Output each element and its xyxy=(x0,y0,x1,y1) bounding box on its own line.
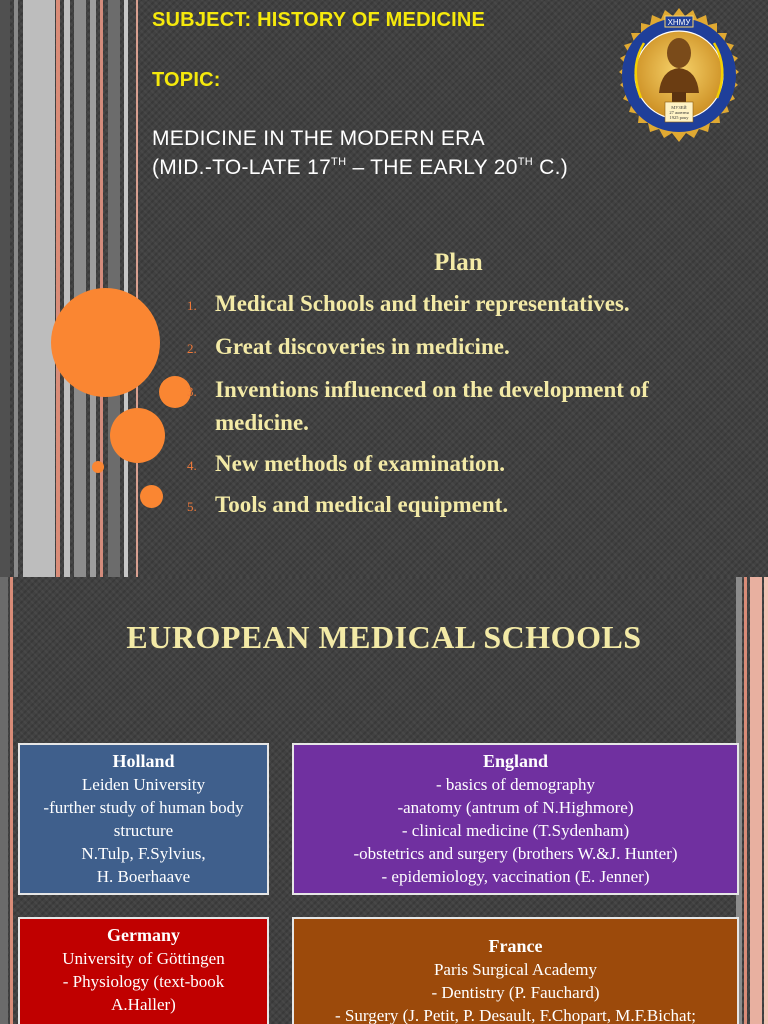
card-line: Paris Surgical Academy xyxy=(433,960,598,979)
school-card-holland xyxy=(18,743,269,895)
plan-item-text: Tools and medical equipment. xyxy=(215,492,509,517)
svg-text:МУЗЕЙ: МУЗЕЙ xyxy=(671,105,687,110)
card-line: - Physiology (text-book xyxy=(62,972,225,991)
card-line: A.Haller) xyxy=(111,995,176,1014)
plan-item-text: Medical Schools and their representatives. xyxy=(215,291,630,316)
topic-label: TOPIC: xyxy=(152,69,221,91)
plan-item xyxy=(187,488,747,523)
decorative-circle-medium xyxy=(110,408,165,463)
plan-item-number: 5. xyxy=(187,499,197,514)
decorative-stripes xyxy=(0,0,145,577)
card-line: Leiden University xyxy=(81,775,206,794)
plan-item-text: Great discoveries in medicine. xyxy=(215,334,510,359)
plan-item-number: 3. xyxy=(187,384,197,399)
plan-item-text: Inventions influenced on the development of medicine. xyxy=(215,377,649,435)
card-line: - Surgery (J. Petit, P. Desault, F.Chopart, M.F.Bichat; xyxy=(334,1006,697,1024)
card-line: H. Boerhaave xyxy=(96,867,191,886)
card-line: - epidemiology, vaccination (E. Jenner) xyxy=(381,867,650,886)
plan-item-text: New methods of examination. xyxy=(215,451,506,476)
plan-list xyxy=(187,287,747,523)
slide-title: EUROPEAN MEDICAL SCHOOLS xyxy=(126,619,642,655)
topic-title-line1: MEDICINE IN THE MODERN ERA xyxy=(152,127,485,150)
school-card-germany xyxy=(18,917,269,1024)
card-line: University of Göttingen xyxy=(62,949,225,968)
svg-text:ХНМУ: ХНМУ xyxy=(667,18,691,27)
decorative-circle-large xyxy=(51,288,160,397)
svg-text:27 жовтня: 27 жовтня xyxy=(669,110,689,115)
decorative-circle-small-2 xyxy=(140,485,163,508)
card-line: - Dentistry (P. Fauchard) xyxy=(431,983,600,1002)
plan-item-number: 2. xyxy=(187,341,197,356)
card-line: N.Tulp, F.Sylvius, xyxy=(81,844,206,863)
card-line: -anatomy (antrum of N.Highmore) xyxy=(397,798,634,817)
plan-item xyxy=(187,447,747,482)
plan-item xyxy=(187,287,747,322)
card-heading: Germany xyxy=(107,925,180,945)
topic-title-line2: (MID.-TO-LATE 17TH – THE EARLY 20TH C.) xyxy=(152,156,569,179)
plan-item-number: 4. xyxy=(187,458,197,473)
slide-european-schools xyxy=(0,577,768,1024)
card-line: -obstetrics and surgery (brothers W.&J. Hunter) xyxy=(353,844,678,863)
plan-item xyxy=(187,330,747,365)
card-heading: France xyxy=(488,936,543,956)
card-heading: England xyxy=(482,751,549,771)
plan-heading: Plan xyxy=(434,249,483,276)
card-line: - basics of demography xyxy=(435,775,596,794)
subject-heading: SUBJECT: HISTORY OF MEDICINE xyxy=(152,9,486,31)
university-emblem-logo xyxy=(609,8,749,144)
plan-item-number: 1. xyxy=(187,298,197,313)
school-card-france xyxy=(292,917,739,1024)
plan-item xyxy=(187,373,747,439)
card-line: -further study of human body xyxy=(43,798,244,817)
decorative-circle-dot xyxy=(92,461,104,473)
card-line: structure xyxy=(113,821,174,840)
card-line: - clinical medicine (T.Sydenham) xyxy=(401,821,630,840)
school-card-england xyxy=(292,743,739,895)
card-heading: Holland xyxy=(112,751,175,771)
svg-text:1925 року: 1925 року xyxy=(669,115,689,120)
